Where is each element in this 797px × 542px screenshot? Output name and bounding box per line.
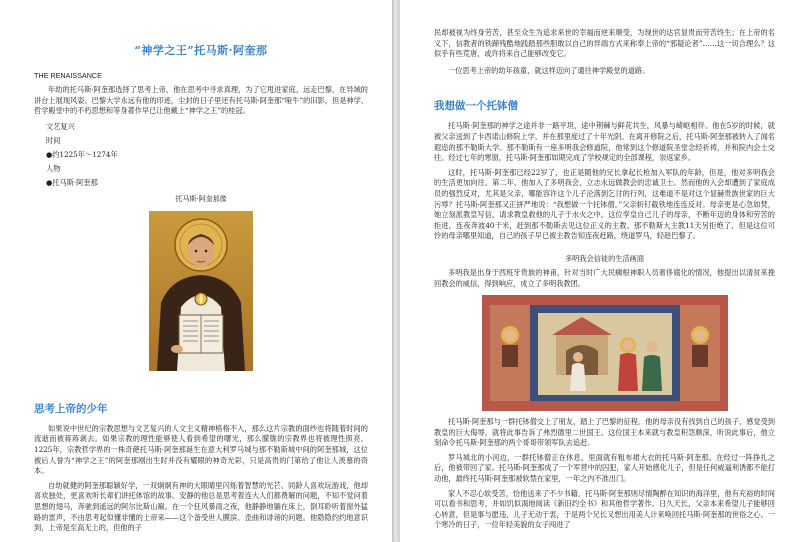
intro-paragraph: 年幼的托马斯·阿奎那选择了思考上帝，他在思考中寻求真理，为了它甩进家庭，远走巴黎，在异域的讲台上展现风姿。巴黎大学永远有他的印迹，尘封的日子里还有托马斯·阿奎那“哑牛”的旧影，但是神学、哲学殿堂中的不朽思想和等身著作早已让他戴上“神学之王”的桂冠。 bbox=[34, 85, 368, 116]
meta-item: 人物 bbox=[46, 163, 61, 173]
right-page bbox=[400, 0, 797, 542]
body-paragraph: 家人不忍心软受苦，恰他送来了不少书籍，托马斯·阿奎那则尽情陶醉在知识的海洋里，他有充裕的时间可以看书和思考，并如饥似渴地阅读《新旧约全书》和其他哲学著作。日久天长，父亲本来希望儿子能够回心转意，但是事与愿违，儿子无动于衷，于是两个兄长又想出用美人计来唤回托马斯·阿奎那的世俗之心。一个寒冷的日子，一位年轻美貌的女子闯进了 bbox=[434, 488, 775, 530]
meta-item: 文艺复兴 bbox=[46, 121, 75, 131]
meta-item: ●托马斯·阿奎那 bbox=[46, 177, 98, 187]
meta-item: 时间 bbox=[46, 135, 61, 145]
body-paragraph: 罗马城北的小河边，一群托钵僧正在休息，里面就有粗布裙大衣的托马斯·阿奎那。在经过一阵挣扎之后，他被带回了家。托马斯·阿奎那成了一个军营中的囚犯，家人开始感化儿子，但是任何威逼利诱都不能打动他，最终托马斯·阿奎那被软禁在家里，一年之内不准出门。 bbox=[434, 452, 775, 484]
fresco-caption-text: 多明我是出身于西班牙贵族的神甫，针对当时广大民瘸根神职人员奢侈腐化的情况，他提出以清贫来挽回教会的威信，得到响应，成立了多明我教团。 bbox=[434, 267, 775, 288]
aquinas-portrait-image bbox=[149, 211, 253, 371]
section-heading-mendicant: 我想做一个托钵僧 bbox=[434, 100, 518, 113]
dominican-fresco-image bbox=[482, 295, 728, 411]
left-page bbox=[0, 0, 392, 542]
body-paragraph: 如果说中世纪的宗教思想与文艺复兴的人文主义精神格格不入，那么这片宗教的面纱也将随着时间的流逝而被蒋蒋剥去。如果宗教的理性能够使人看到希望的曙光，那么朦胧的宗教界也将被理性照亮。1225年，宗教哲学界的一株奇葩托马斯·阿奎那诞生在意大利罗马城与那不勒斯城中间的阿奎那城，这位被后人誉为“神学之王”的阿奎那刚出生时并没有耀眼的神奇光彩，只是高贵的门第给了他让人羡慕的资本。 bbox=[34, 423, 368, 476]
body-paragraph: 托马斯·阿奎那与一群托钵僧交上了朋友，踏上了巴黎的征程。他的母亲没有找到自己的孩子，感觉受到教皇的巨大侮辱，就将此事告诉了弗烈德里二世国王。这位国王本来就与教皇积怨颇深，听说此事后，他立刻命令托马斯·阿奎那的两个哥哥带领军队去追赶。 bbox=[434, 417, 775, 448]
fresco-caption-title: 多明我会信徒的生活画面 bbox=[564, 253, 645, 263]
article-title: “神学之王”托马斯·阿奎那 bbox=[134, 44, 268, 57]
body-paragraph: 民却被视为终身劳苦，甚至众生为追求来世的幸福而逆来顺受，为现世的达官显贵而劳苦终生；在上帝的名义下，信教者的铁蹄残酷地践踏那些胆敢以自己的异端方式来称奉上帝的“邪疑论者”……这一切合理么？这似乎有些荒唐，或许将来自己能够改变它。 bbox=[434, 28, 775, 59]
book-gutter bbox=[392, 0, 400, 542]
body-paragraph: 托马斯·阿奎那的神学之途并非一路平坦，途中荆棘与鲜花共生，风暴与崎岖相伴。他在5岁的时候，就被父亲送到了卡西诺山修院上学，并在那里度过了十年光阴。在离开修院之后，托马斯·阿奎那被转入了闻名遐迩的那不勒斯大学。那不勒斯有一座多明我会修道院，他常到这个修道院圣堂念经祈祷，并和院内会士交往。经过七年的寒窗，托马斯·阿奎那如期完成了学校规定的全部课程，崇返家乡。 bbox=[434, 121, 775, 163]
body-paragraph: 一位思考上帝的幼年孩童，就这样迈向了通往神学殿堂的道路。 bbox=[448, 65, 650, 75]
body-paragraph: 自幼就健的阿奎那聪颖好学，一双炯炯有神的大眼睛里闪烁着智慧的光芒。同龄人喜欢玩游戏，他却喜欢独处，更喜欢听长辈们讲托体馆的故事。安静的他总是思考着连大人们都费解的问题，不知不觉问着思想的翅马，奔驰到遥远的阿尔比斯山巅。在一个狂风暴雨之夜，他静静地躺在床上，倒耳聆听着窗外猛路的雷声，不由思考起似懂非懂的上帝来——这个备受世人膜滨、歪曲和诽谤的问题。他隐隐约约地意识到，上帝是至高无上的，但他的子 bbox=[34, 480, 368, 533]
portrait-caption: 托马斯·阿奎那像 bbox=[175, 194, 227, 203]
meta-item: ●约1225年～1274年 bbox=[46, 149, 118, 159]
body-paragraph: 这时，托马斯·阿奎那已经22岁了，也正是随他的兄长拿起长枪加入军队的年龄，但是，他对多明我会的生活更加向往。第二年，他加入了多明我会，立志永远做教会的忠诚卫士。然而他的入会却遭到了家庭成员的强烈反对，尤其是父亲，哪能容许这个儿子沦落到乞讨的行列，这难道不是对这个显赫贵族世家的巨大污辱？托马斯·阿奎那又正拼严地说：“我想做一个托钵僧。”父亲斩钉截铁地连连反对。母亲更是心急如焚，她立刻派教皇写信，请求教皇救他的儿子于水火之中。这位孪皇自己儿子的母亲，不断年迈的身体和劳苦的拒进，连夜奔波40千米，赶到那不勒斯去见这位正义的主教。那不勒斯大主教11天另拒绝了，但是这位可怜的母亲哪里知道，自己的孩子早已被主教告知连夜赶路，绕道罗马，轻趁巴黎了。 bbox=[434, 167, 775, 241]
meta-list bbox=[34, 120, 368, 190]
english-heading: THE RENAISSANCE bbox=[34, 71, 102, 80]
section-heading-young-thinker: 思考上帝的少年 bbox=[34, 402, 108, 415]
